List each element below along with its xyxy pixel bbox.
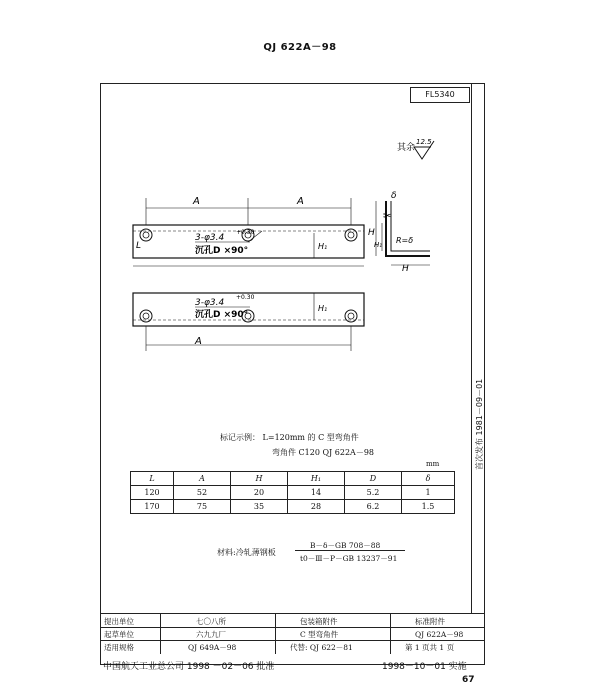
cell: 52 [174,486,231,500]
tb-standard-no: QJ 622A－98 [415,630,464,639]
col-l: L [131,472,174,486]
dim-h1-top: H₁ [318,242,328,251]
first-release-note: 首次发布 1981－09－01 [475,378,484,470]
tb-label-drafter: 起草单位 [104,630,134,639]
title-block [100,613,485,654]
hole-note-top: 3-φ3.4 [195,233,225,243]
dim-h-bottom: H [402,264,409,274]
technical-drawing [100,83,471,423]
tb-value-proposer: 七〇八所 [196,617,226,626]
cell: 120 [131,486,174,500]
effective-date: 1998－10－01 实施 [382,662,467,672]
dim-l-label: L [136,241,142,251]
cell: 170 [131,500,174,514]
cell: 1 [402,486,455,500]
tb-page-count: 第 1 页共 1 页 [405,643,455,652]
tb-replaces: 代替: QJ 622－81 [290,643,353,652]
cell: 35 [231,500,288,514]
dim-r: R=δ [396,236,414,245]
dim-a-right: A [297,196,304,207]
svg-text:沉孔D ×90°: 沉孔D ×90° [195,310,249,320]
svg-text:3-φ3.4: 3-φ3.4 [195,298,225,308]
cell: 20 [231,486,288,500]
cell: 1.5 [402,500,455,514]
tb-label-applicable: 适用规格 [104,643,134,652]
col-h1: H₁ [288,472,345,486]
table-row [131,486,455,500]
dimension-table [130,471,455,514]
dim-h1-side: H₁ [374,241,383,249]
table-row [131,500,455,514]
tb-value-drafter: 六九九厂 [196,630,226,639]
svg-text:H₁: H₁ [318,304,328,313]
hole-note-tol: +0.30 [236,229,255,236]
tb-part-name: C 型弯角件 [300,630,339,639]
tb-type: 标准附件 [415,617,445,626]
material-fraction-line [295,550,405,551]
surface-finish-symbol [397,138,434,159]
cell: 28 [288,500,345,514]
drawing-number: FL5340 [410,87,470,103]
svg-text:✂: ✂ [383,211,392,222]
col-delta: δ [402,472,455,486]
side-view [368,191,430,274]
dim-delta: δ [391,191,397,201]
bottom-view [133,293,364,351]
approval-text: 中国航天工业总公司 1998 －02－06 批准 [103,662,275,672]
table-unit: mm [426,460,440,468]
col-a: A [174,472,231,486]
table-header-row [131,472,455,486]
tb-category: 包装箱附件 [300,617,338,626]
dim-a-left: A [193,196,200,207]
material-label: 材料:冷轧薄钢板 [217,548,276,557]
dim-h-side: H [368,228,375,238]
cell: 5.2 [345,486,402,500]
cell: 14 [288,486,345,500]
surface-finish-label: 其余 [397,143,416,153]
cell: 75 [174,500,231,514]
material-spec-bottom: t0－Ⅲ－P－GB 13237－91 [300,554,398,563]
page-number: 67 [462,675,475,685]
surface-finish-value: 12.5 [416,138,432,146]
example-body: L=120mm 的 C 型弯角件 [262,433,359,442]
dim-a-bottom: A [195,336,202,347]
hole-note-bottom: 沉孔D ×90° [195,246,249,256]
example-prefix: 标记示例： [220,433,260,442]
document-header: QJ 622A－98 [263,42,337,53]
example-line-1 [220,432,359,443]
col-h: H [231,472,288,486]
top-view [133,196,364,266]
tb-label-proposer: 提出单位 [104,617,134,626]
col-d: D [345,472,402,486]
material-spec-top: B－δ－GB 708－88 [310,541,381,550]
frame-margin-line [471,83,472,613]
svg-text:+0.30: +0.30 [236,294,255,301]
tb-value-applicable: QJ 649A－98 [188,643,237,652]
example-line-2: 弯角件 C120 QJ 622A－98 [272,448,375,457]
cell: 6.2 [345,500,402,514]
